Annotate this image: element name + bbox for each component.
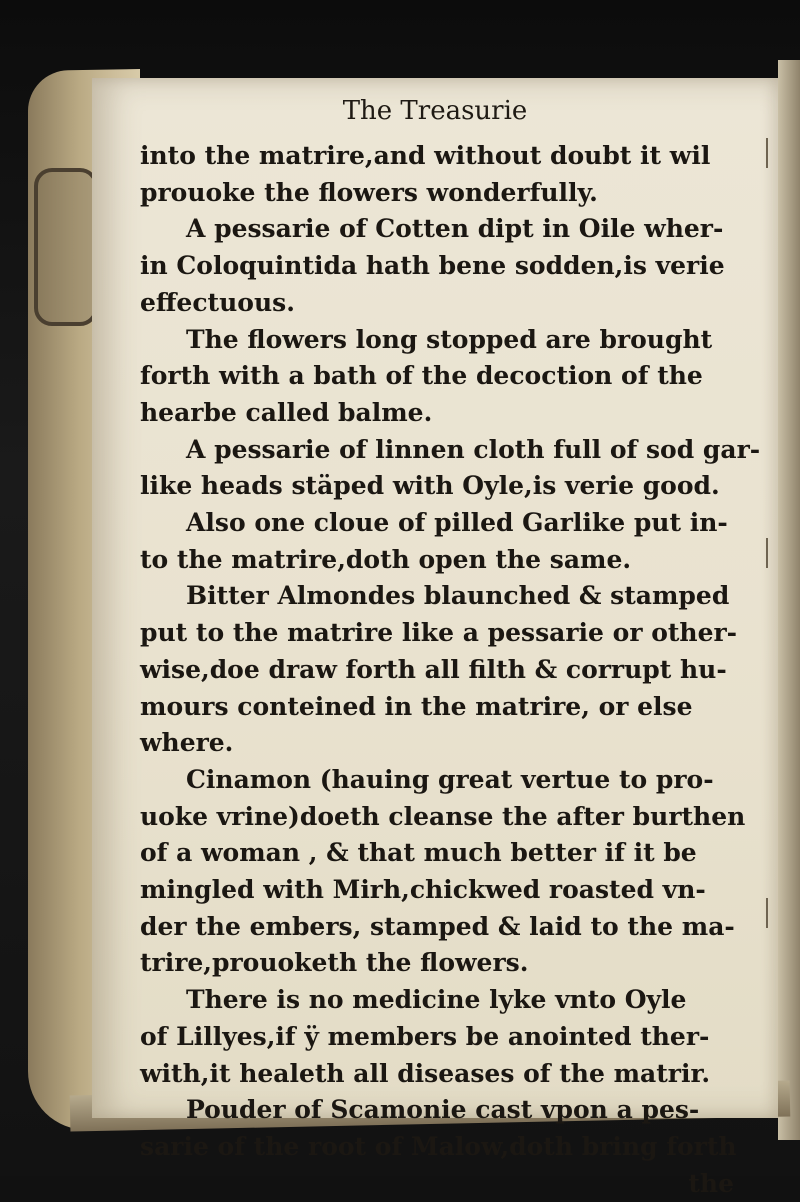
book-clasp [34, 168, 98, 326]
text-line: to the matrire,doth open the same. [140, 544, 632, 574]
text-line: uoke vrine)doeth cleanse the after burthen [140, 801, 746, 831]
catchword: the [688, 1168, 734, 1198]
page-text [140, 138, 761, 1202]
text-line: of a woman , & that much better if it be [140, 838, 697, 868]
text-line: with,it healeth all diseases of the matrir. [140, 1058, 711, 1088]
text-line: Cinamon (hauing great vertue to pro- [186, 764, 714, 794]
text-line: in Coloquintida hath bene sodden,is verie [140, 251, 725, 281]
text-line: trire,prouoketh the flowers. [140, 948, 529, 978]
page-edge-right [778, 60, 800, 1140]
text-line: hearbe called balme. [140, 397, 433, 427]
margin-bracket [760, 898, 768, 928]
text-line: put to the matrire like a pessarie or other- [140, 618, 738, 648]
text-line: effectuous. [140, 287, 295, 317]
text-line: der the embers, stamped & laid to the ma- [140, 911, 735, 941]
text-line: like heads stäped with Oyle,is verie good. [140, 471, 720, 501]
text-line: Pouder of Scamonie cast vpon a pes- [186, 1095, 700, 1125]
text-line: mours conteined in the matrire, or else [140, 691, 693, 721]
running-header: The Treasurie [342, 96, 528, 126]
book-page [92, 78, 778, 1198]
text-line: Bitter Almondes blaunched & stamped [186, 581, 730, 611]
text-line: The flowers long stopped are brought [186, 324, 713, 354]
text-line: wise,doe draw forth all filth & corrupt hu- [140, 654, 727, 684]
text-line: sarie of the root of Malow,doth bring forth [140, 1131, 737, 1161]
text-line: Also one cloue of pilled Garlike put in- [186, 508, 728, 538]
text-line: A pessarie of linnen cloth full of sod gar- [186, 434, 761, 464]
text-line: forth with a bath of the decoction of the [140, 361, 703, 391]
text-line: mingled with Mirh,chickwed roasted vn- [140, 875, 706, 905]
text-line: There is no medicine lyke vnto Oyle [186, 985, 687, 1015]
text-line: where. [140, 728, 234, 758]
text-line: A pessarie of Cotten dipt in Oile wher- [186, 214, 724, 244]
text-line: into the matrire,and without doubt it wil [140, 141, 711, 170]
text-line: prouoke the flowers wonderfully. [140, 177, 598, 207]
margin-bracket [760, 138, 768, 168]
margin-bracket [760, 538, 768, 568]
text-line: of Lillyes,if ÿ members be anointed ther- [140, 1021, 710, 1051]
